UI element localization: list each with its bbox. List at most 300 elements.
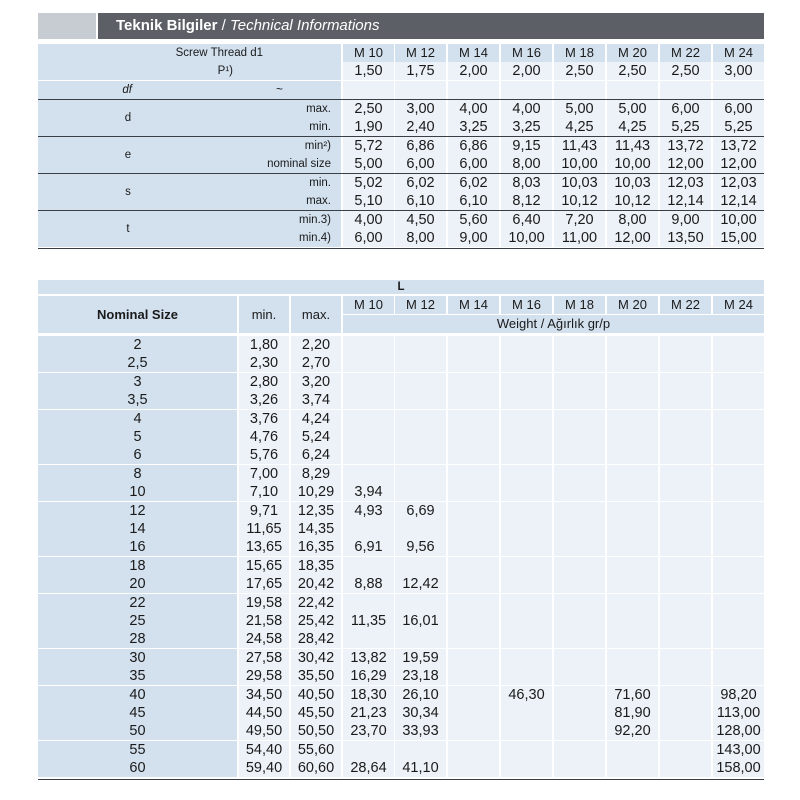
weight-cell: [713, 391, 764, 409]
spec-value: 4,00: [448, 100, 499, 118]
spec-value: 5,00: [554, 100, 605, 118]
nominal-size-cell: 6: [38, 446, 237, 464]
weight-cell: 16,29: [343, 667, 394, 685]
weight-cell: [501, 520, 552, 538]
nominal-size-cell: 40: [38, 686, 237, 704]
pitch-value: 2,00: [501, 62, 552, 80]
weight-cell: [343, 630, 394, 648]
min-cell: 1,80: [239, 336, 289, 354]
length-row: [38, 759, 764, 777]
column-header-1: M 12: [395, 44, 446, 62]
min-cell: 7,10: [239, 483, 289, 501]
weight-cell: [343, 336, 394, 354]
length-row: [38, 630, 764, 648]
max-cell: 5,24: [291, 428, 341, 446]
df-row: [38, 81, 764, 99]
max-cell: 12,35: [291, 502, 341, 520]
weight-cell: [343, 741, 394, 759]
weight-cell: [501, 373, 552, 391]
spec-value: 8,00: [501, 155, 552, 173]
column-header-7: M 24: [713, 44, 764, 62]
max-cell: 22,42: [291, 594, 341, 612]
spec-value: 11,00: [554, 229, 605, 247]
max-header: max.: [291, 296, 341, 333]
spec-value: 5,25: [660, 118, 711, 136]
weight-cell: [554, 557, 605, 575]
spec-value: 10,00: [554, 155, 605, 173]
weight-cell: [607, 354, 658, 372]
spec-value: 5,02: [343, 174, 394, 192]
weight-cell: [554, 410, 605, 428]
length-row: [38, 483, 764, 501]
nominal-size-cell: 45: [38, 704, 237, 722]
weight-cell: [660, 483, 711, 501]
weight-cell: 41,10: [395, 759, 446, 777]
spec-value: 5,25: [713, 118, 764, 136]
max-cell: 60,60: [291, 759, 341, 777]
spec-value: 10,03: [554, 174, 605, 192]
max-cell: 45,50: [291, 704, 341, 722]
length-row: [38, 722, 764, 740]
weight-cell: [554, 741, 605, 759]
spec-value: 8,12: [501, 192, 552, 210]
weight-cell: [607, 594, 658, 612]
length-row: [38, 594, 764, 612]
weight-cell: [395, 391, 446, 409]
spec-value: 6,00: [343, 229, 394, 247]
spec-value: 8,03: [501, 174, 552, 192]
weight-cell: [660, 649, 711, 667]
weight-cell: [395, 410, 446, 428]
weight-cell: 6,69: [395, 502, 446, 520]
min-cell: 7,00: [239, 465, 289, 483]
weight-cell: [713, 373, 764, 391]
weight-column-header-3: M 16: [501, 296, 552, 314]
weight-cell: [501, 483, 552, 501]
min-cell: 44,50: [239, 704, 289, 722]
weight-cell: [448, 686, 499, 704]
weight-cell: [448, 575, 499, 593]
spec-value: 2,50: [343, 100, 394, 118]
weight-cell: [607, 483, 658, 501]
nominal-size-cell: 5: [38, 428, 237, 446]
weight-cell: 12,42: [395, 575, 446, 593]
weight-cell: [660, 502, 711, 520]
spec-table: [38, 44, 764, 248]
spec-row-label: max.: [218, 192, 341, 210]
spec-row-label: min.: [218, 118, 341, 136]
pitch-value: 2,50: [607, 62, 658, 80]
weight-cell: [713, 410, 764, 428]
weight-cell: [554, 612, 605, 630]
spec-value: 9,15: [501, 137, 552, 155]
weight-column-header-6: M 22: [660, 296, 711, 314]
weight-cell: [501, 612, 552, 630]
df-empty-cell: [713, 81, 764, 99]
header-accent-block: [38, 13, 96, 39]
length-row: [38, 649, 764, 667]
weight-cell: [343, 465, 394, 483]
max-cell: 35,50: [291, 667, 341, 685]
min-cell: 54,40: [239, 741, 289, 759]
title-tr: Teknik Bilgiler: [116, 17, 218, 34]
spec-value: 11,43: [607, 137, 658, 155]
nominal-size-cell: 28: [38, 630, 237, 648]
min-cell: 3,76: [239, 410, 289, 428]
spec-row-e: [38, 137, 764, 155]
max-cell: 3,74: [291, 391, 341, 409]
weight-cell: [448, 704, 499, 722]
column-header-2: M 14: [448, 44, 499, 62]
nominal-size-cell: 16: [38, 538, 237, 556]
weight-cell: 9,56: [395, 538, 446, 556]
weight-cell: [660, 428, 711, 446]
section-title: [96, 13, 764, 39]
length-row: [38, 354, 764, 372]
weight-cell: [343, 428, 394, 446]
weight-cell: [554, 354, 605, 372]
pitch-row: [38, 62, 764, 80]
spec-value: 15,00: [713, 229, 764, 247]
weight-cell: 8,88: [343, 575, 394, 593]
df-empty-cell: [501, 81, 552, 99]
weight-cell: [501, 667, 552, 685]
weight-cell: [448, 759, 499, 777]
spec-value: 4,00: [343, 211, 394, 229]
weight-cell: 18,30: [343, 686, 394, 704]
weight-cell: [554, 538, 605, 556]
weight-cell: [713, 502, 764, 520]
nominal-size-cell: 60: [38, 759, 237, 777]
weight-cell: [554, 649, 605, 667]
length-row: [38, 428, 764, 446]
weight-cell: 158,00: [713, 759, 764, 777]
thread-label: Screw Thread d1: [38, 44, 341, 62]
nominal-size-cell: 20: [38, 575, 237, 593]
weight-cell: [554, 594, 605, 612]
weight-cell: [554, 446, 605, 464]
max-cell: 30,42: [291, 649, 341, 667]
spec-row-label: nominal size: [218, 155, 341, 173]
pitch-value: 2,50: [660, 62, 711, 80]
length-row: [38, 686, 764, 704]
weight-cell: [660, 354, 711, 372]
weight-cell: [713, 667, 764, 685]
weight-cell: [660, 630, 711, 648]
spec-value: 3,25: [448, 118, 499, 136]
pitch-value: 1,50: [343, 62, 394, 80]
df-empty-cell: [395, 81, 446, 99]
spec-row-d: [38, 118, 764, 136]
weight-cell: [554, 465, 605, 483]
weight-column-header-1: M 12: [395, 296, 446, 314]
nominal-size-cell: 55: [38, 741, 237, 759]
nominal-size-cell: 3,5: [38, 391, 237, 409]
spec-value: 12,14: [713, 192, 764, 210]
weight-cell: [713, 446, 764, 464]
weight-column-header-7: M 24: [713, 296, 764, 314]
weight-cell: 19,59: [395, 649, 446, 667]
weight-cell: [660, 594, 711, 612]
spec-value: 1,90: [343, 118, 394, 136]
max-cell: 18,35: [291, 557, 341, 575]
weight-cell: [501, 649, 552, 667]
weight-cell: [501, 428, 552, 446]
column-header-0: M 10: [343, 44, 394, 62]
weight-cell: [607, 741, 658, 759]
spec-value: 8,00: [395, 229, 446, 247]
weight-cell: [713, 612, 764, 630]
weight-cell: [713, 575, 764, 593]
weight-cell: [713, 630, 764, 648]
spec-value: 4,00: [501, 100, 552, 118]
weight-cell: [713, 594, 764, 612]
title-separator: /: [217, 17, 230, 34]
weight-cell: [395, 465, 446, 483]
weight-cell: 11,35: [343, 612, 394, 630]
spec-value: 10,00: [713, 211, 764, 229]
nominal-size-cell: 8: [38, 465, 237, 483]
spec-value: 6,86: [448, 137, 499, 155]
weight-cell: [660, 373, 711, 391]
weight-cell: 26,10: [395, 686, 446, 704]
df-empty-cell: [448, 81, 499, 99]
weight-cell: 81,90: [607, 704, 658, 722]
spec-row-d: [38, 100, 764, 118]
nominal-size-cell: 30: [38, 649, 237, 667]
weight-cell: 6,91: [343, 538, 394, 556]
weight-cell: [713, 538, 764, 556]
weight-cell: [607, 538, 658, 556]
weight-cell: [501, 538, 552, 556]
group-name-d: d: [38, 100, 218, 136]
weight-cell: [660, 759, 711, 777]
weight-cell: 143,00: [713, 741, 764, 759]
nominal-size-cell: 2: [38, 336, 237, 354]
weight-cell: [448, 594, 499, 612]
min-cell: 34,50: [239, 686, 289, 704]
weight-cell: 30,34: [395, 704, 446, 722]
weight-cell: 92,20: [607, 722, 658, 740]
nominal-size-header: Nominal Size: [38, 296, 237, 333]
spec-row-label: max.: [218, 100, 341, 118]
weight-cell: [660, 391, 711, 409]
spec-row-e: [38, 155, 764, 173]
spec-row-label: min.: [218, 174, 341, 192]
weight-cell: [607, 410, 658, 428]
spec-value: 4,25: [607, 118, 658, 136]
weight-cell: [607, 649, 658, 667]
weight-cell: [554, 686, 605, 704]
weight-cell: [554, 428, 605, 446]
weight-cell: [448, 446, 499, 464]
weight-cell: [607, 502, 658, 520]
length-row: [38, 741, 764, 759]
weight-cell: [395, 373, 446, 391]
weight-cell: [448, 428, 499, 446]
spec-value: 11,43: [554, 137, 605, 155]
weight-cell: [660, 538, 711, 556]
weight-cell: [501, 704, 552, 722]
weight-cell: [501, 336, 552, 354]
weight-cell: [448, 557, 499, 575]
weight-cell: [554, 667, 605, 685]
weight-cell: 21,23: [343, 704, 394, 722]
length-weight-table: [38, 280, 764, 780]
weight-cell: [713, 465, 764, 483]
spec-value: 4,25: [554, 118, 605, 136]
weight-cell: [554, 630, 605, 648]
min-cell: 27,58: [239, 649, 289, 667]
weight-cell: [713, 428, 764, 446]
weight-cell: [501, 465, 552, 483]
spec-value: 5,00: [343, 155, 394, 173]
df-empty-cell: [607, 81, 658, 99]
spec-value: 12,00: [713, 155, 764, 173]
spec-row-label: min²): [218, 137, 341, 155]
spec-value: 9,00: [660, 211, 711, 229]
weight-cell: [501, 741, 552, 759]
nominal-size-cell: 35: [38, 667, 237, 685]
weight-cell: [343, 557, 394, 575]
weight-cell: [501, 410, 552, 428]
spec-value: 6,10: [395, 192, 446, 210]
spec-value: 6,00: [660, 100, 711, 118]
weight-cell: [607, 520, 658, 538]
length-row: [38, 373, 764, 391]
spec-value: 5,60: [448, 211, 499, 229]
df-label: df: [38, 81, 218, 99]
weight-cell: [713, 336, 764, 354]
weight-cell: [607, 557, 658, 575]
weight-cell: [395, 520, 446, 538]
weight-cell: [448, 391, 499, 409]
weight-cell: [501, 630, 552, 648]
weight-cell: 4,93: [343, 502, 394, 520]
spec-value: 3,25: [501, 118, 552, 136]
length-row: [38, 336, 764, 354]
weight-cell: 46,30: [501, 686, 552, 704]
spec-value: 13,72: [713, 137, 764, 155]
spec-value: 13,50: [660, 229, 711, 247]
group-name-e: e: [38, 137, 218, 173]
weight-cell: [713, 520, 764, 538]
df-approx: ~: [218, 81, 341, 99]
weight-cell: [660, 336, 711, 354]
weight-cell: 71,60: [607, 686, 658, 704]
max-cell: 14,35: [291, 520, 341, 538]
column-header-4: M 18: [554, 44, 605, 62]
weight-cell: [713, 649, 764, 667]
length-row: [38, 502, 764, 520]
weight-cell: [660, 446, 711, 464]
spec-value: 12,14: [660, 192, 711, 210]
thread-header-row: [38, 44, 764, 62]
weight-cell: [501, 557, 552, 575]
weight-cell: [554, 336, 605, 354]
weight-cell: [660, 575, 711, 593]
spec-value: 12,03: [660, 174, 711, 192]
weight-cell: [501, 502, 552, 520]
max-cell: 2,20: [291, 336, 341, 354]
weight-cell: [343, 520, 394, 538]
weight-cell: [501, 759, 552, 777]
weight-cell: [713, 354, 764, 372]
spec-value: 8,00: [607, 211, 658, 229]
group-name-s: s: [38, 174, 218, 210]
length-row: [38, 557, 764, 575]
weight-cell: 33,93: [395, 722, 446, 740]
weight-cell: [448, 630, 499, 648]
pitch-value: 3,00: [713, 62, 764, 80]
spec-value: 4,50: [395, 211, 446, 229]
length-row: [38, 391, 764, 409]
weight-cell: [554, 575, 605, 593]
weight-cell: [554, 391, 605, 409]
max-cell: 6,24: [291, 446, 341, 464]
spec-value: 6,86: [395, 137, 446, 155]
weight-cell: [448, 722, 499, 740]
min-cell: 49,50: [239, 722, 289, 740]
spec-row-label: min.4): [218, 229, 341, 247]
weight-cell: [343, 354, 394, 372]
weight-cell: [343, 391, 394, 409]
length-row: [38, 446, 764, 464]
weight-cell: 13,82: [343, 649, 394, 667]
weight-cell: [660, 686, 711, 704]
weight-cell: [660, 667, 711, 685]
length-row: [38, 465, 764, 483]
weight-cell: [554, 722, 605, 740]
weight-cell: [660, 704, 711, 722]
weight-cell: [554, 704, 605, 722]
min-cell: 5,76: [239, 446, 289, 464]
spec-value: 12,00: [607, 229, 658, 247]
length-header-l: L: [38, 280, 764, 294]
max-cell: 50,50: [291, 722, 341, 740]
spec-value: 7,20: [554, 211, 605, 229]
length-row: [38, 538, 764, 556]
max-cell: 2,70: [291, 354, 341, 372]
weight-cell: [448, 410, 499, 428]
weight-cell: 3,94: [343, 483, 394, 501]
weight-cell: [448, 465, 499, 483]
weight-cell: [448, 538, 499, 556]
weight-cell: [607, 759, 658, 777]
table-bottom-rule: [38, 779, 764, 780]
spec-value: 2,40: [395, 118, 446, 136]
max-cell: 3,20: [291, 373, 341, 391]
weight-cell: [607, 465, 658, 483]
weight-cell: [660, 410, 711, 428]
df-empty-cell: [554, 81, 605, 99]
weight-cell: [554, 373, 605, 391]
nominal-size-cell: 18: [38, 557, 237, 575]
weight-cell: [395, 630, 446, 648]
weight-cell: [660, 557, 711, 575]
group-name-t: t: [38, 211, 218, 247]
length-row: [38, 410, 764, 428]
column-header-5: M 20: [607, 44, 658, 62]
weight-cell: 128,00: [713, 722, 764, 740]
weight-cell: [607, 446, 658, 464]
weight-cell: [713, 483, 764, 501]
weight-cell: [448, 354, 499, 372]
weight-cell: [554, 483, 605, 501]
weight-cell: 23,70: [343, 722, 394, 740]
pitch-value: 2,50: [554, 62, 605, 80]
weight-cell: [395, 428, 446, 446]
